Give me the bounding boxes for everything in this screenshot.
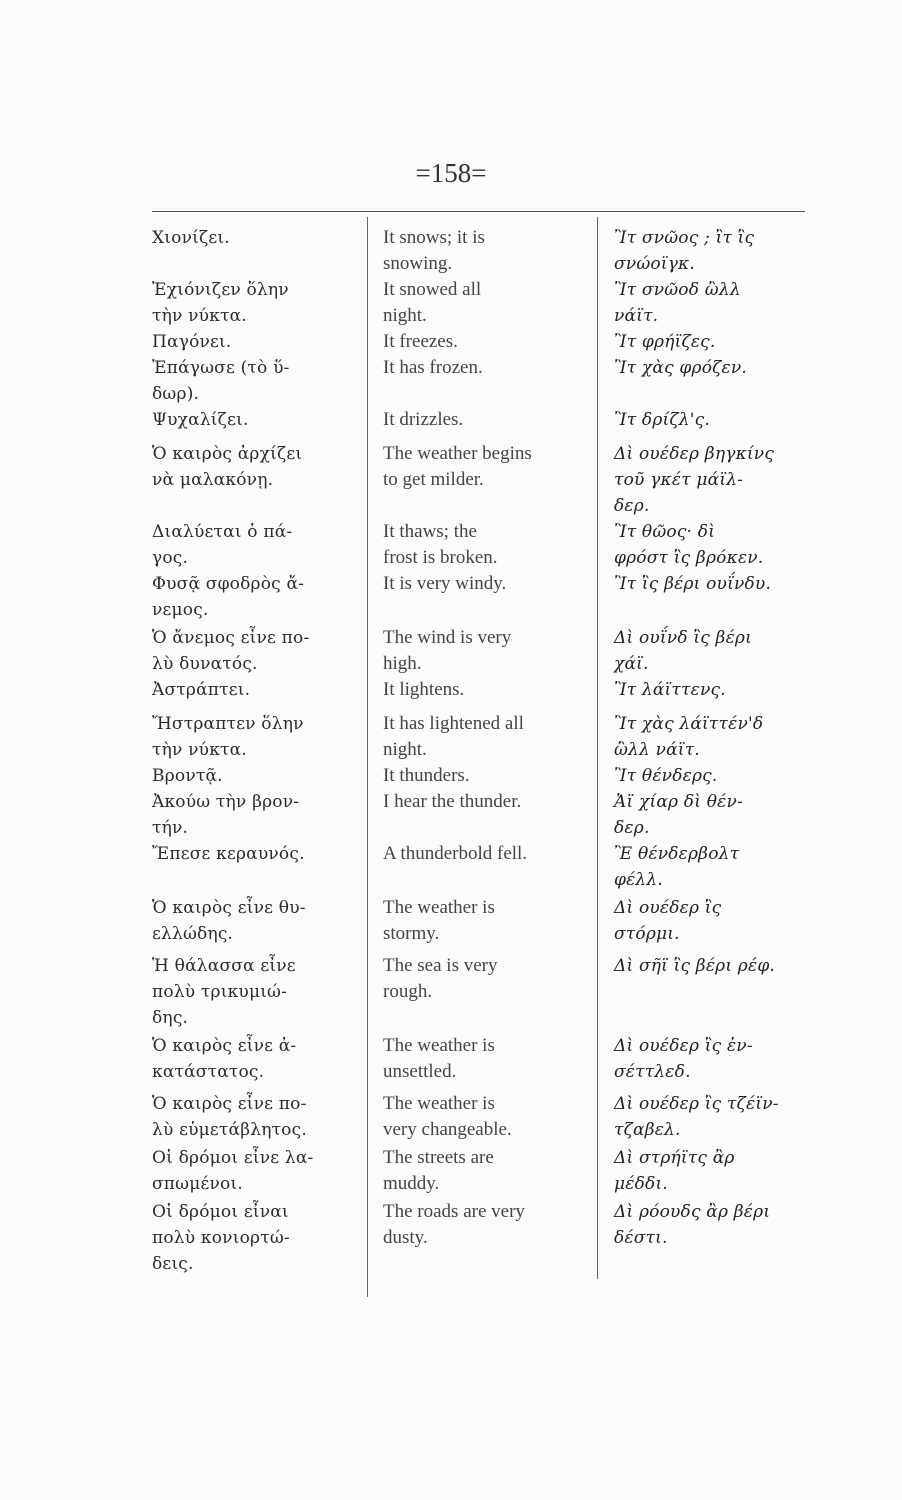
greek-phrase-line: δης. xyxy=(152,1008,189,1028)
english-translation xyxy=(383,1199,583,1251)
greek-pronunciation-line: Ἲτ λάϊττενς. xyxy=(614,680,726,700)
english-translation xyxy=(383,895,583,947)
english-translation-line: It lightens. xyxy=(383,679,465,700)
greek-phrase-line: Παγόνει. xyxy=(152,332,232,352)
greek-pronunciation-line: Ἲτ θένδερς. xyxy=(614,766,718,786)
greek-pronunciation-line: Ἲτ ἲς βέρι ουΐνδυ. xyxy=(614,574,772,594)
column-divider-left xyxy=(367,217,368,1297)
greek-pronunciation xyxy=(614,789,819,841)
english-translation-line: It has lightened all xyxy=(383,713,524,734)
greek-pronunciation xyxy=(614,677,819,703)
greek-phrase xyxy=(152,1145,357,1197)
english-translation xyxy=(383,953,583,1005)
greek-phrase-line: δωρ). xyxy=(152,384,200,404)
greek-phrase-line: νεμος. xyxy=(152,600,209,620)
english-translation-line: rough. xyxy=(383,981,433,1002)
greek-pronunciation-line: Δὶ ουέδερ βηγκίνς xyxy=(614,444,775,464)
english-translation xyxy=(383,789,583,815)
english-translation xyxy=(383,841,583,867)
greek-pronunciation xyxy=(614,1033,819,1085)
greek-phrase-line: τὴν νύκτα. xyxy=(152,306,247,326)
greek-phrase-line: λὺ δυνατός. xyxy=(152,654,258,674)
greek-phrase-line: γος. xyxy=(152,548,189,568)
english-translation xyxy=(383,1091,583,1143)
greek-phrase-line: λὺ εὑμετάβλητος. xyxy=(152,1120,307,1140)
english-translation-line: night. xyxy=(383,739,427,760)
greek-phrase xyxy=(152,711,357,763)
english-translation xyxy=(383,441,583,493)
greek-phrase-line: Ἡ θάλασσα εἶνε xyxy=(152,956,296,976)
english-translation-line: The roads are very xyxy=(383,1201,525,1222)
english-translation xyxy=(383,571,583,597)
greek-pronunciation-line: τοῦ γκέτ μάϊλ- xyxy=(614,470,744,490)
greek-phrase-line: ελλώδης. xyxy=(152,924,234,944)
greek-phrase xyxy=(152,625,357,677)
english-translation-line: It freezes. xyxy=(383,331,458,352)
greek-pronunciation xyxy=(614,571,819,597)
greek-phrase-line: Ψυχαλίζει. xyxy=(152,410,249,430)
english-translation-line: The weather is xyxy=(383,1035,495,1056)
english-translation-line: muddy. xyxy=(383,1173,440,1194)
greek-phrase-line: κατάστατος. xyxy=(152,1062,265,1082)
english-translation-line: high. xyxy=(383,653,422,674)
greek-pronunciation-line: Δὶ ουέδερ ἲς ἐν- xyxy=(614,1036,753,1056)
greek-phrase xyxy=(152,329,357,355)
greek-phrase-line: τὴν νύκτα. xyxy=(152,740,247,760)
greek-pronunciation-line: στόρμι. xyxy=(614,924,680,944)
greek-phrase-line: πολὺ κονιορτώ- xyxy=(152,1228,290,1248)
greek-pronunciation-line: Ἲτ θῶος· δὶ xyxy=(614,522,716,542)
english-translation xyxy=(383,519,583,571)
greek-pronunciation xyxy=(614,625,819,677)
greek-pronunciation xyxy=(614,225,819,277)
english-translation xyxy=(383,677,583,703)
greek-phrase-line: Χιονίζει. xyxy=(152,228,230,248)
greek-phrase-line: Ἀκούω τὴν βρον- xyxy=(152,792,300,812)
greek-phrase xyxy=(152,407,357,433)
greek-pronunciation-line: Ἲτ χὰς φρόζεν. xyxy=(614,358,748,378)
greek-pronunciation xyxy=(614,953,819,979)
english-translation-line: very changeable. xyxy=(383,1119,512,1140)
english-translation-line: night. xyxy=(383,305,427,326)
greek-phrase xyxy=(152,1091,357,1143)
english-translation xyxy=(383,1033,583,1085)
greek-pronunciation-line: Ἀϊ χίαρ δὶ θέν- xyxy=(614,792,743,812)
greek-pronunciation xyxy=(614,711,819,763)
greek-pronunciation-line: Ἲτ δρίζλ'ς. xyxy=(614,410,710,430)
english-translation-line: It drizzles. xyxy=(383,409,464,430)
greek-pronunciation-line: φέλλ. xyxy=(614,870,663,890)
greek-phrase xyxy=(152,841,357,867)
greek-phrase-line: Οἱ δρόμοι εἶνε λα- xyxy=(152,1148,314,1168)
greek-phrase xyxy=(152,441,357,493)
greek-pronunciation-line: σνώοϊγκ. xyxy=(614,254,696,274)
greek-phrase-line: πολὺ τρικυμιώ- xyxy=(152,982,288,1002)
greek-phrase-line: Οἱ δρόμοι εἶναι xyxy=(152,1202,289,1222)
greek-phrase-line: δεις. xyxy=(152,1254,194,1274)
greek-pronunciation-line: Δὶ ουΐνδ ἲς βέρι xyxy=(614,628,752,648)
greek-phrase-line: σπωμένοι. xyxy=(152,1174,243,1194)
greek-phrase xyxy=(152,953,357,1031)
greek-phrase-line: Ἔπεσε κεραυνός. xyxy=(152,844,305,864)
greek-pronunciation xyxy=(614,841,819,893)
greek-phrase xyxy=(152,519,357,571)
greek-pronunciation-line: φρόστ ἲς βρόκεν. xyxy=(614,548,764,568)
greek-pronunciation xyxy=(614,407,819,433)
english-translation xyxy=(383,763,583,789)
english-translation-line: I hear the thunder. xyxy=(383,791,522,812)
english-translation-line: The streets are xyxy=(383,1147,494,1168)
english-translation xyxy=(383,1145,583,1197)
english-translation xyxy=(383,225,583,277)
greek-phrase xyxy=(152,895,357,947)
english-translation-line: frost is broken. xyxy=(383,547,498,568)
greek-phrase xyxy=(152,1199,357,1277)
greek-phrase-line: Ἐπάγωσε (τὸ ὕ- xyxy=(152,358,290,378)
greek-pronunciation-line: δερ. xyxy=(614,496,650,516)
english-translation-line: The weather is xyxy=(383,897,495,918)
greek-pronunciation-line: Δὶ ρόουδς ἂρ βέρι xyxy=(614,1202,771,1222)
greek-pronunciation-line: Ἲτ φρήϊζες. xyxy=(614,332,716,352)
greek-pronunciation xyxy=(614,441,819,519)
greek-pronunciation-line: νάϊτ. xyxy=(614,306,659,326)
english-translation-line: The weather is xyxy=(383,1093,495,1114)
greek-pronunciation-line: Ἒ θένδερβολτ xyxy=(614,844,740,864)
greek-phrase-line: Βροντᾷ. xyxy=(152,766,223,786)
english-translation-line: stormy. xyxy=(383,923,440,944)
greek-phrase xyxy=(152,277,357,329)
greek-pronunciation-line: Δὶ σῆϊ ἲς βέρι ρέφ. xyxy=(614,956,776,976)
english-translation xyxy=(383,277,583,329)
greek-phrase-line: Φυσᾷ σφοδρὸς ἄ- xyxy=(152,574,305,594)
english-translation-line: It thunders. xyxy=(383,765,470,786)
top-rule xyxy=(152,211,805,212)
greek-phrase-line: Ἀστράπτει. xyxy=(152,680,251,700)
greek-phrase-line: Ἐχιόνιζεν ὅλην xyxy=(152,280,289,300)
english-translation-line: The weather begins xyxy=(383,443,532,464)
greek-pronunciation-line: τζαβελ. xyxy=(614,1120,681,1140)
greek-pronunciation-line: δέστι. xyxy=(614,1228,668,1248)
english-translation-line: The wind is very xyxy=(383,627,512,648)
greek-phrase-line: Διαλύεται ὁ πά- xyxy=(152,522,293,542)
greek-pronunciation-line: Ἲτ χὰς λάϊττέν'δ xyxy=(614,714,764,734)
greek-pronunciation-line: σέττλεδ. xyxy=(614,1062,691,1082)
greek-pronunciation xyxy=(614,277,819,329)
english-translation-line: A thunderbold fell. xyxy=(383,843,528,864)
english-translation-line: dusty. xyxy=(383,1227,428,1248)
greek-pronunciation xyxy=(614,895,819,947)
greek-pronunciation-line: Δὶ ουέδερ ἲς xyxy=(614,898,722,918)
greek-pronunciation-line: μέδδι. xyxy=(614,1174,668,1194)
greek-pronunciation-line: Δὶ ουέδερ ἲς τζέϊν- xyxy=(614,1094,779,1114)
english-translation xyxy=(383,355,583,381)
greek-pronunciation-line: Ἲτ σνῶοδ ὢλλ xyxy=(614,280,741,300)
greek-pronunciation xyxy=(614,329,819,355)
greek-pronunciation-line: ὢλλ νάϊτ. xyxy=(614,740,700,760)
english-translation xyxy=(383,329,583,355)
greek-pronunciation xyxy=(614,763,819,789)
greek-pronunciation xyxy=(614,1091,819,1143)
greek-phrase xyxy=(152,677,357,703)
greek-phrase-line: Ὁ καιρὸς εἶνε πο- xyxy=(152,1094,307,1114)
english-translation-line: It snowed all xyxy=(383,279,482,300)
greek-phrase-line: Ὁ καιρὸς εἶνε ἀ- xyxy=(152,1036,297,1056)
english-translation-line: It is very windy. xyxy=(383,573,507,594)
greek-pronunciation xyxy=(614,355,819,381)
greek-phrase xyxy=(152,355,357,407)
greek-phrase-line: Ἤστραπτεν ὅλην xyxy=(152,714,304,734)
english-translation-line: snowing. xyxy=(383,253,453,274)
greek-pronunciation-line: Δὶ στρήϊτς ἂρ xyxy=(614,1148,735,1168)
greek-pronunciation xyxy=(614,519,819,571)
greek-phrase xyxy=(152,225,357,251)
english-translation-line: The sea is very xyxy=(383,955,498,976)
greek-pronunciation xyxy=(614,1199,819,1251)
greek-pronunciation xyxy=(614,1145,819,1197)
greek-pronunciation-line: δερ. xyxy=(614,818,650,838)
greek-pronunciation-line: Ἲτ σνῶος ; ἲτ ἲς xyxy=(614,228,755,248)
english-translation-line: to get milder. xyxy=(383,469,484,490)
page-number: =158= xyxy=(415,158,487,188)
english-translation-line: It has frozen. xyxy=(383,357,483,378)
greek-phrase xyxy=(152,571,357,623)
greek-phrase-line: Ὁ ἄνεμος εἶνε πο- xyxy=(152,628,310,648)
column-divider-right xyxy=(597,217,598,1279)
greek-pronunciation-line: χάϊ. xyxy=(614,654,649,674)
greek-phrase xyxy=(152,763,357,789)
greek-phrase-line: νὰ μαλακόνῃ. xyxy=(152,470,274,490)
english-translation-line: unsettled. xyxy=(383,1061,457,1082)
english-translation-line: It snows; it is xyxy=(383,227,485,248)
greek-phrase-line: Ὁ καιρὸς ἀρχίζει xyxy=(152,444,303,464)
greek-phrase xyxy=(152,1033,357,1085)
english-translation xyxy=(383,711,583,763)
english-translation xyxy=(383,407,583,433)
english-translation xyxy=(383,625,583,677)
greek-phrase-line: Ὁ καιρὸς εἶνε θυ- xyxy=(152,898,306,918)
english-translation-line: It thaws; the xyxy=(383,521,477,542)
greek-phrase-line: τήν. xyxy=(152,818,189,838)
greek-phrase xyxy=(152,789,357,841)
